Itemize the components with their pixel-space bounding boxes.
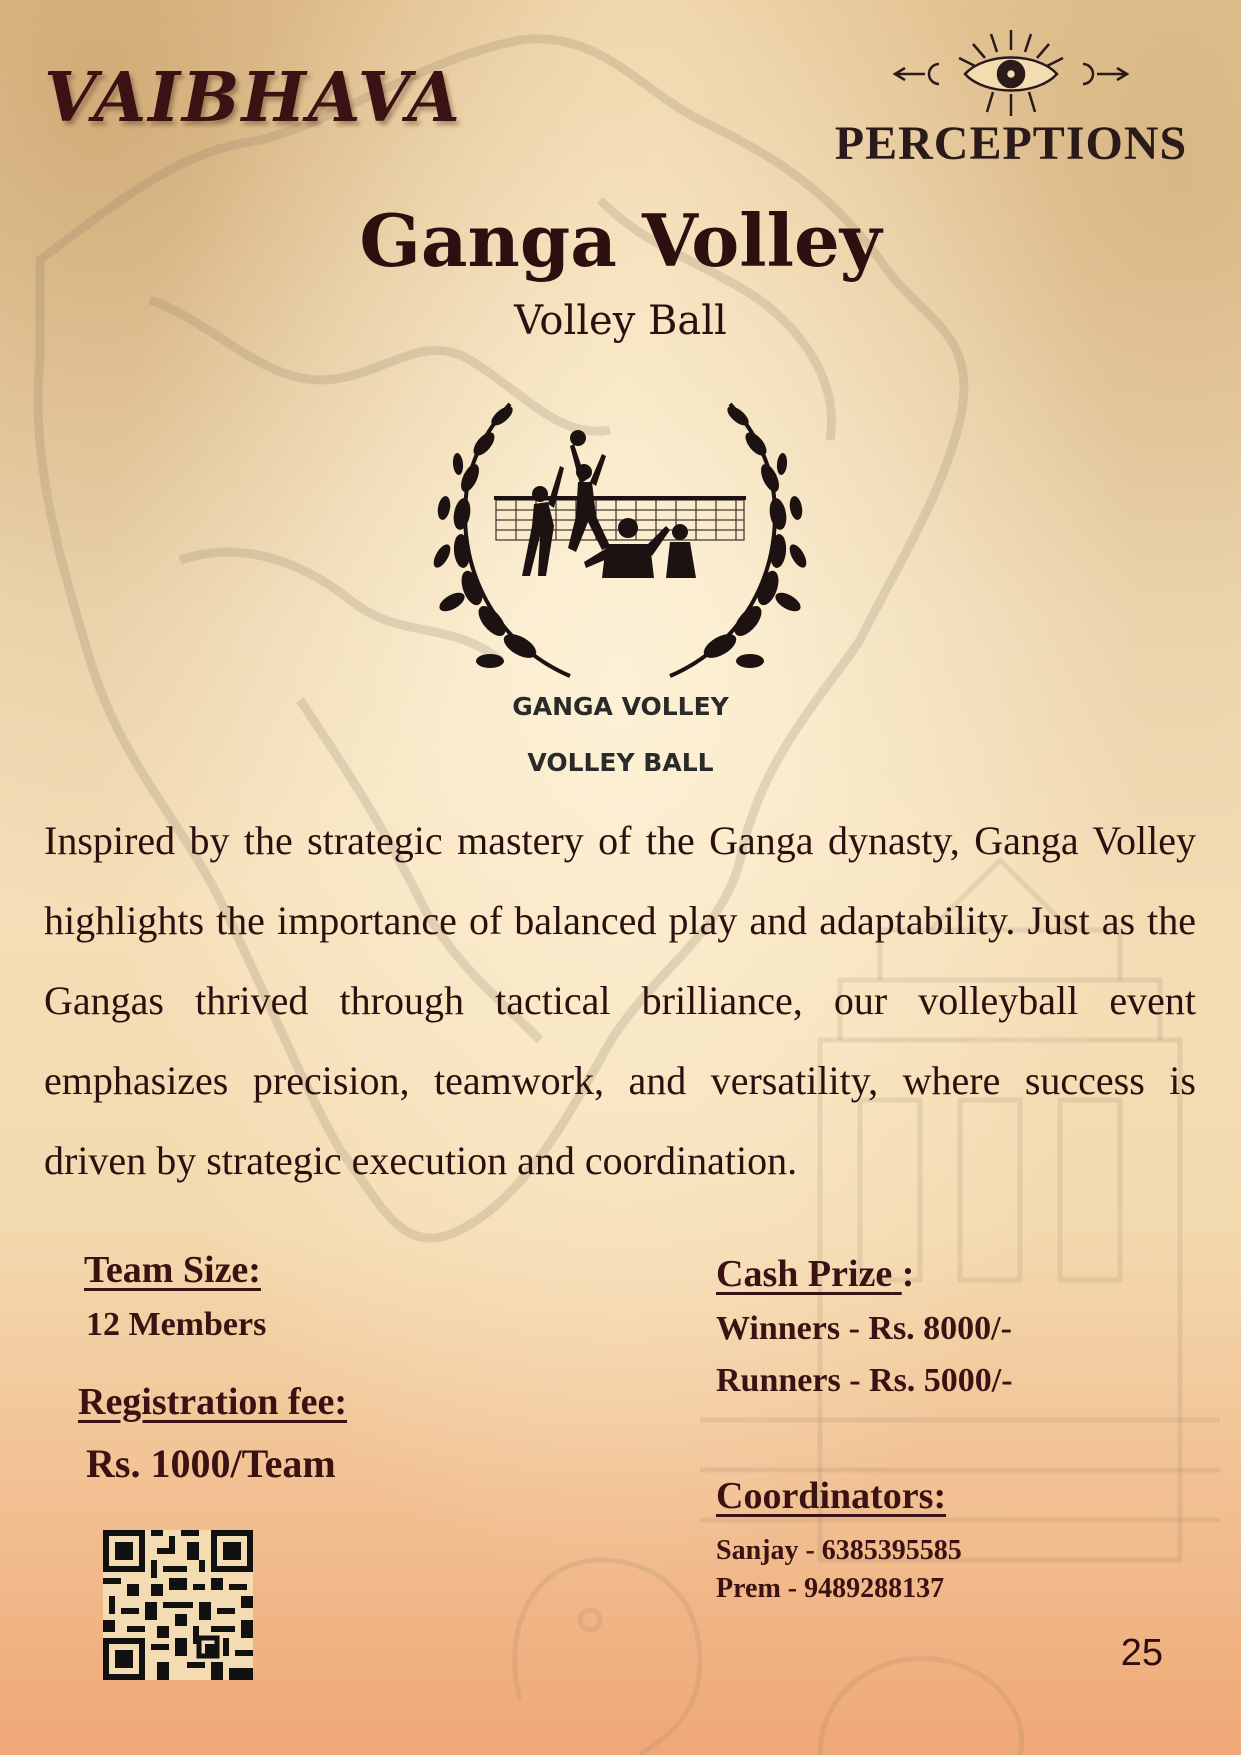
volleyball-emblem bbox=[430, 376, 810, 696]
coordinator-item: Prem - 9489288137 bbox=[716, 1573, 945, 1604]
registration-fee-label: Registration fee: bbox=[78, 1381, 348, 1423]
emblem-title: GANGA VOLLEY bbox=[512, 692, 729, 721]
team-size-label: Team Size: bbox=[84, 1249, 261, 1291]
players-silhouette-icon bbox=[522, 444, 696, 578]
registration-fee-value: Rs. 1000/Team bbox=[86, 1441, 336, 1486]
winners-prize: Winners - Rs. 8000/- bbox=[716, 1310, 1012, 1347]
perceptions-wordmark: PERCEPTIONS bbox=[834, 117, 1188, 170]
emblem-subtitle: VOLLEY BALL bbox=[527, 748, 714, 777]
event-description: Inspired by the strategic mastery of the Ganga dynasty, Ganga Volley highlights the importance of balanced play and adaptability. Just as the Gangas thrived through tactical brilliance, our volleyball event emphasizes precision, teamwork, and versatility, where success is driven by strategic execution and coordination. bbox=[44, 818, 1196, 1183]
coordinators-label: Coordinators: bbox=[716, 1475, 947, 1517]
cash-prize-label bbox=[716, 1252, 914, 1296]
coordinator-item: Sanjay - 6385395585 bbox=[716, 1535, 962, 1566]
event-title: Ganga Volley bbox=[359, 198, 882, 283]
page-number: 25 bbox=[1120, 1632, 1163, 1674]
cash-prize-label-text: Cash Prize bbox=[716, 1253, 893, 1295]
eye-icon bbox=[881, 22, 1141, 122]
event-subtitle: Volley Ball bbox=[514, 298, 727, 344]
perceptions-logo bbox=[831, 22, 1191, 168]
team-size-value: 12 Members bbox=[86, 1306, 267, 1343]
vaibhava-logo: VAIBHAVA bbox=[44, 58, 462, 138]
qr-code-icon[interactable] bbox=[103, 1530, 253, 1680]
runners-prize: Runners - Rs. 5000/- bbox=[716, 1362, 1013, 1399]
cash-prize-colon: : bbox=[901, 1253, 915, 1295]
volleyball-icon bbox=[570, 430, 586, 446]
